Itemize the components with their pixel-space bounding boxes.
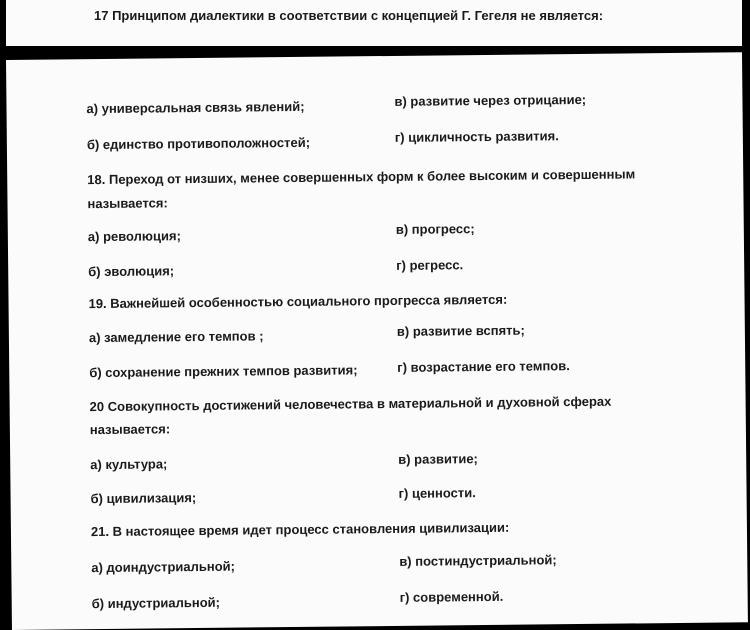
q20-option-g: г) ценности. [398,485,476,501]
q17-option-a: а) универсальная связь явлений; [86,98,305,117]
q20-option-v: в) развитие; [398,451,478,467]
q19-option-a: а) замедление его темпов ; [88,328,264,346]
q20-option-a: а) культура; [90,456,168,473]
question-20-title-line1: 20 Совокупность достижений человечества в материальной и духовной сферах [89,393,612,415]
q18-option-b: б) эволюция; [88,263,175,280]
main-page [6,52,748,630]
question-20-title-line2: называется: [89,421,171,438]
q17-option-v: в) развитие через отрицание; [394,91,587,109]
question-19-title: 19. Важнейшей особенностью социального прогресса является: [88,291,508,312]
q21-option-v: в) постиндустриальной; [399,552,557,569]
q21-option-g: г) современной. [399,588,504,605]
q19-option-g: г) возрастание его темпов. [397,358,570,375]
q20-option-b: б) цивилизация; [90,490,197,507]
top-page-fragment [6,0,742,46]
q21-option-a: а) доиндустриальной; [91,558,236,576]
q19-option-b: б) сохранение прежних темпов развития; [89,362,358,381]
question-18-title-line2: называется: [87,195,168,212]
q18-option-v: в) прогресс; [395,221,475,237]
question-17-title: 17 Принципом диалектики в соответствии с концепцией Г. Гегеля не является: [94,8,604,23]
question-21-title: 21. В настоящее время идет процесс становления цивилизации: [90,519,510,540]
q18-option-g: г) регресс. [396,257,464,273]
q17-option-b: б) единство противоположностей; [86,134,311,153]
q19-option-v: в) развитие вспять; [396,322,525,339]
q18-option-a: а) революция; [87,228,181,245]
q21-option-b: б) индустриальной; [91,594,221,612]
q17-option-g: г) цикличность развития. [394,128,559,145]
question-18-title-line1: 18. Переход от низших, менее совершенных форм к более высоким и совершенным [87,166,636,188]
